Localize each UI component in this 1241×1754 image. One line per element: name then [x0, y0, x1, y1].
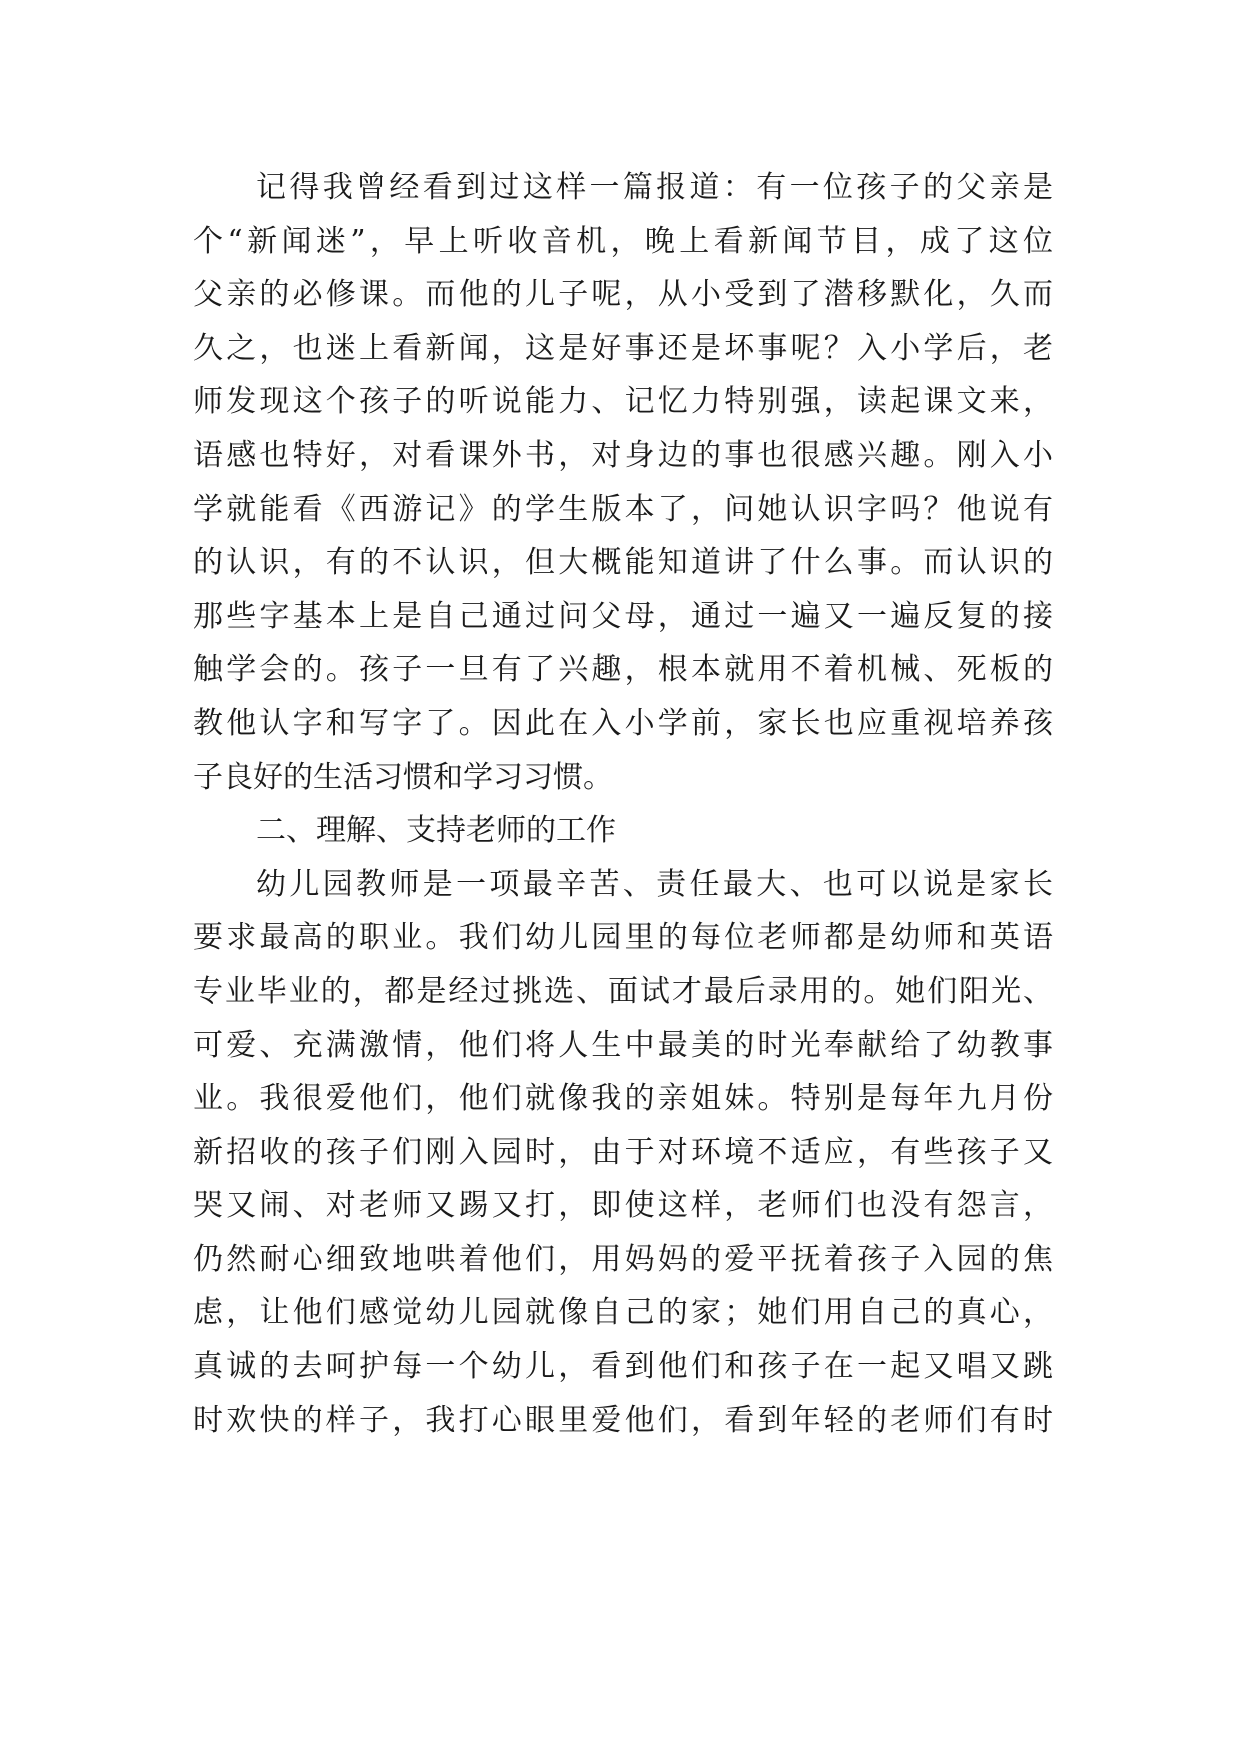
text-line: 新招收的孩子们刚入园时，由于对环境不适应，有些孩子又: [193, 1134, 1053, 1170]
text-line: 师发现这个孩子的听说能力、记忆力特别强，读起课文来，: [193, 384, 1053, 420]
text-line: 学就能看《西游记》的学生版本了，问她认识字吗？他说有: [193, 491, 1053, 527]
text-line: 记得我曾经看到过这样一篇报道：有一位孩子的父亲是: [256, 170, 1053, 205]
text-line: 子良好的生活习惯和学习习惯。: [193, 759, 613, 795]
text-line: 要求最高的职业。我们幼儿园里的每位老师都是幼师和英语: [193, 920, 1053, 956]
text-line: 可爱、充满激情，他们将人生中最美的时光奉献给了幼教事: [193, 1027, 1053, 1063]
text-line: 久之，也迷上看新闻，这是好事还是坏事呢？入小学后，老: [193, 330, 1053, 366]
text-line: 专业毕业的，都是经过挑选、面试才最后录用的。她们阳光、: [193, 973, 1053, 1009]
text-line: 时欢快的样子，我打心眼里爱他们，看到年轻的老师们有时: [193, 1402, 1053, 1438]
text-line: 业。我很爱他们，他们就像我的亲姐妹。特别是每年九月份: [193, 1081, 1053, 1117]
text-line: 哭又闹、对老师又踢又打，即使这样，老师们也没有怨言，: [193, 1188, 1053, 1224]
document-body: [193, 161, 1053, 1447]
text-line: 那些字基本上是自己通过问父母，通过一遍又一遍反复的接: [193, 598, 1053, 634]
text-line: 教他认字和写字了。因此在入小学前，家长也应重视培养孩: [193, 705, 1053, 741]
text-line: 虑，让他们感觉幼儿园就像自己的家；她们用自己的真心，: [193, 1295, 1053, 1331]
text-line: 仍然耐心细致地哄着他们，用妈妈的爱平抚着孩子入园的焦: [193, 1241, 1053, 1277]
text-line: 个“新闻迷”，早上听收音机，晚上看新闻节目，成了这位: [193, 223, 1053, 259]
text-line: 触学会的。孩子一旦有了兴趣，根本就用不着机械、死板的: [193, 652, 1053, 688]
section-heading: 二、理解、支持老师的工作: [256, 813, 616, 849]
text-line: 语感也特好，对看课外书，对身边的事也很感兴趣。刚入小: [193, 437, 1053, 473]
text-line: 幼儿园教师是一项最辛苦、责任最大、也可以说是家长: [256, 866, 1053, 902]
text-line: 真诚的去呵护每一个幼儿，看到他们和孩子在一起又唱又跳: [193, 1349, 1053, 1385]
text-line: 父亲的必修课。而他的儿子呢，从小受到了潜移默化，久而: [193, 277, 1053, 313]
text-line: 的认识，有的不认识，但大概能知道讲了什么事。而认识的: [193, 545, 1053, 581]
